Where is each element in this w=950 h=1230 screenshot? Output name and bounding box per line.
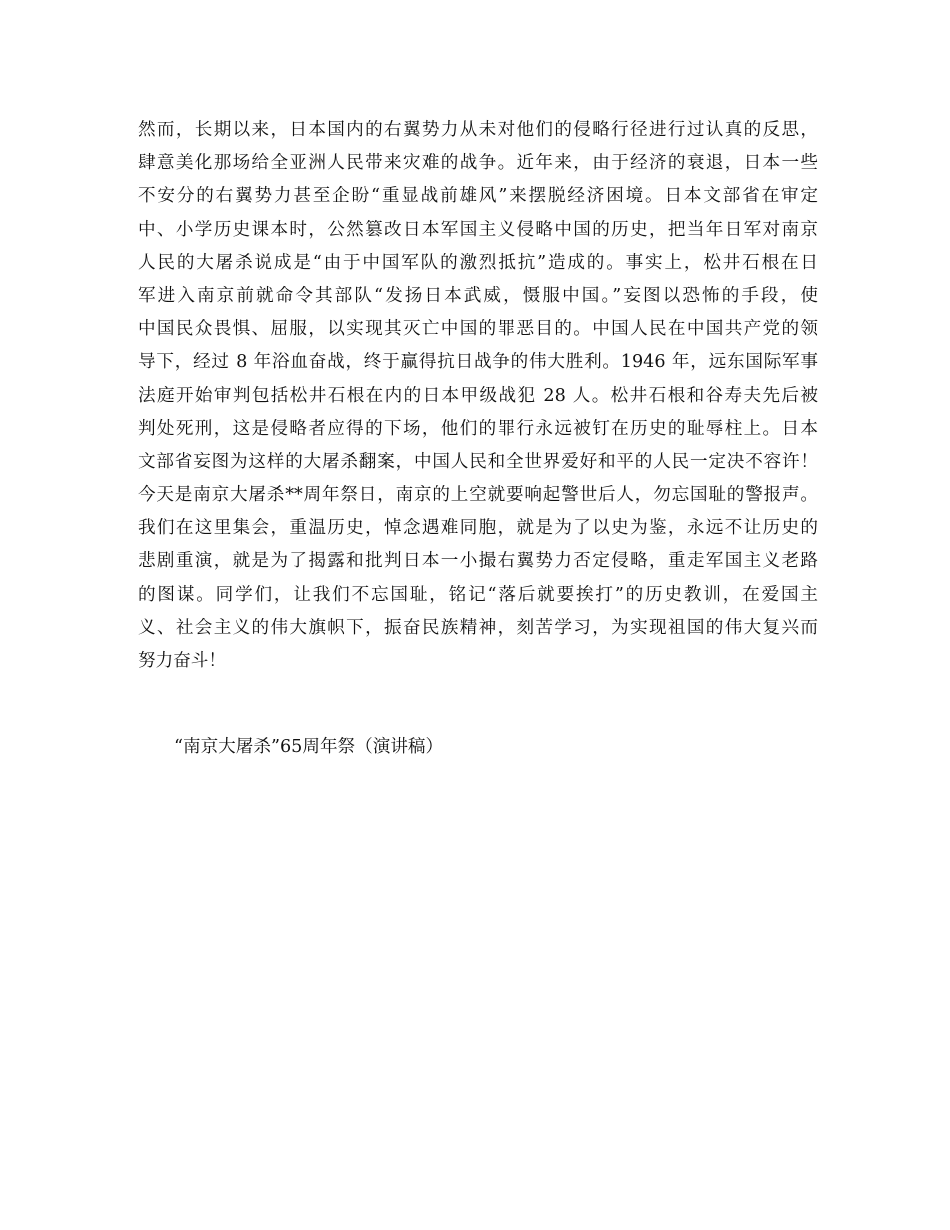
- paragraph-line: 文部省妄图为这样的大屠杀翻案，中国人民和全世界爱好和平的人民一定决不容许！: [138, 451, 818, 472]
- paragraph-line: 义、社会主义的伟大旗帜下，振奋民族精神，刻苦学习，为实现祖国的伟大复兴而: [138, 617, 818, 638]
- speech-paragraph: [138, 114, 818, 678]
- paragraph-line: 判处死刑，这是侵略者应得的下场，他们的罪行永远被钉在历史的耻辱柱上。日本: [138, 418, 818, 439]
- paragraph-line: 人民的大屠杀说成是“由于中国军队的激烈抵抗”造成的。事实上，松井石根在日: [138, 252, 818, 273]
- speech-title-caption: “南京大屠杀”65周年祭（演讲稿）: [174, 737, 444, 757]
- paragraph-line: 中国民众畏惧、屈服，以实现其灭亡中国的罪恶目的。中国人民在中国共产党的领: [138, 319, 818, 340]
- paragraph-line: 努力奋斗！: [138, 651, 226, 671]
- paragraph-line: 中、小学历史课本时，公然篡改日本军国主义侵略中国的历史，把当年日军对南京: [138, 219, 818, 240]
- paragraph-line: 然而，长期以来，日本国内的右翼势力从未对他们的侵略行径进行过认真的反思，: [138, 120, 818, 140]
- paragraph-line: 我们在这里集会，重温历史，悼念遇难同胞，就是为了以史为鉴，永远不让历史的: [138, 518, 818, 539]
- paragraph-line: 导下，经过 8 年浴血奋战，终于赢得抗日战争的伟大胜利。1946 年，远东国际军事: [138, 352, 818, 373]
- paragraph-line: 悲剧重演，就是为了揭露和批判日本一小撮右翼势力否定侵略，重走军国主义老路: [138, 551, 818, 572]
- paragraph-line: 肆意美化那场给全亚洲人民带来灾难的战争。近年来，由于经济的衰退，日本一些: [138, 153, 818, 174]
- paragraph-line: 的图谋。同学们，让我们不忘国耻，铭记“落后就要挨打”的历史教训，在爱国主: [138, 584, 818, 605]
- paragraph-line: 不安分的右翼势力甚至企盼“重显战前雄风”来摆脱经济困境。日本文部省在审定: [138, 186, 818, 207]
- paragraph-line: 法庭开始审判包括松井石根在内的日本甲级战犯 28 人。松井石根和谷寿夫先后被: [138, 385, 818, 406]
- paragraph-line: 今天是南京大屠杀**周年祭日，南京的上空就要响起警世后人，勿忘国耻的警报声。: [138, 485, 818, 506]
- paragraph-line: 军进入南京前就命令其部队“发扬日本武威，慑服中国。”妄图以恐怖的手段，使: [138, 285, 818, 306]
